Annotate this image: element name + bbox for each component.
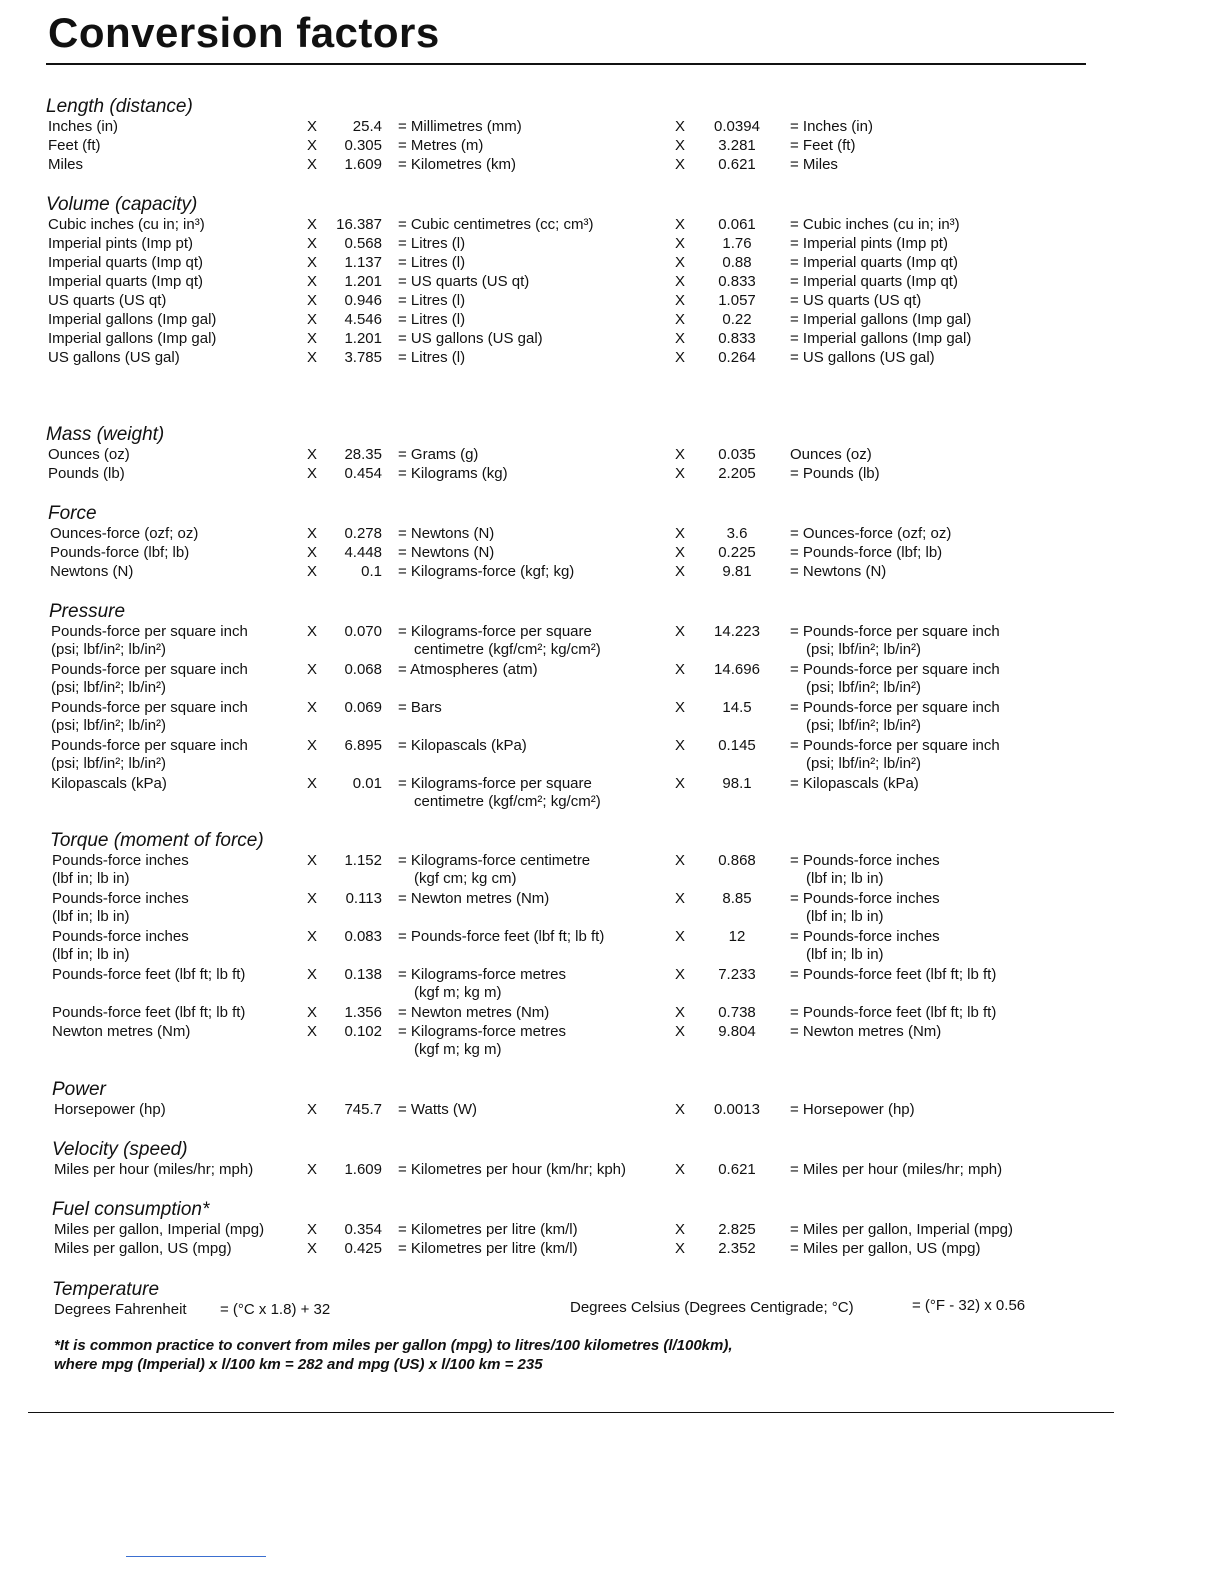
section-title-torque-moment-of-force: Torque (moment of force) [50,830,264,851]
inverse-factor-value: 1.76 [722,235,752,252]
section-title-length-distance: Length (distance) [46,96,193,117]
inverse-factor-value: 98.1 [722,775,752,792]
from-unit: Imperial quarts (Imp qt) [48,273,204,290]
inverse-to-unit: = Imperial quarts (Imp qt) [790,254,958,271]
inverse-to-unit: = Ounces-force (ozf; oz) [790,525,952,542]
multiply-sign: X [674,273,685,290]
from-unit: Ounces (oz) [48,446,130,463]
factor-value: 0.083 [344,928,382,945]
from-unit: Imperial gallons (Imp gal) [48,311,217,328]
inverse-factor-value: 14.696 [714,661,760,678]
factor-value: 0.1 [361,563,382,580]
from-unit: Newtons (N) [50,563,134,580]
inverse-factor-value: 9.804 [718,1023,756,1040]
multiply-sign: X [674,775,685,792]
inverse-to-unit: (lbf in; lb in) [806,946,884,963]
factor-value: 0.138 [344,966,382,983]
inverse-to-unit: = Pounds (lb) [790,465,880,482]
to-unit: = Litres (l) [398,254,466,271]
factor-value: 1.152 [344,852,382,869]
inverse-factor-value: 8.85 [722,890,752,907]
to-unit: = Metres (m) [398,137,484,154]
factor-value: 0.113 [345,890,382,907]
inverse-to-unit: = Miles per gallon, Imperial (mpg) [790,1221,1014,1238]
section-title-force: Force [48,503,97,524]
inverse-factor-value: 14.5 [722,699,752,716]
from-unit: Kilopascals (kPa) [51,775,167,792]
inverse-factor-value: 9.81 [722,563,752,580]
from-unit: Pounds-force (lbf; lb) [50,544,190,561]
factor-value: 0.01 [352,775,382,792]
inverse-to-unit: = Miles per hour (miles/hr; mph) [790,1161,1003,1178]
multiply-sign: X [306,330,317,347]
from-unit: US quarts (US qt) [48,292,167,309]
inverse-to-unit: = Kilopascals (kPa) [790,775,919,792]
to-unit: = Kilometres (km) [398,156,516,173]
inverse-to-unit: = Pounds-force per square inch [790,699,1000,716]
inverse-to-unit: = Imperial pints (Imp pt) [790,235,948,252]
to-unit: = Newtons (N) [398,544,495,561]
multiply-sign: X [306,216,317,233]
multiply-sign: X [674,1023,685,1040]
factor-value: 1.609 [344,1161,382,1178]
multiply-sign: X [306,156,317,173]
factor-value: 25.4 [352,118,382,135]
section-title-velocity-speed: Velocity (speed) [52,1139,188,1160]
to-unit: (kgf m; kg m) [414,1041,502,1058]
inverse-to-unit: (lbf in; lb in) [806,870,884,887]
inverse-factor-value: 0.264 [718,349,756,366]
inverse-to-unit: = Newtons (N) [790,563,887,580]
section-title-mass-weight: Mass (weight) [46,424,165,445]
factor-value: 1.356 [344,1004,382,1021]
multiply-sign: X [674,890,685,907]
inverse-factor-value: 0.0013 [714,1101,760,1118]
to-unit: = Cubic centimetres (cc; cm³) [398,216,594,233]
multiply-sign: X [306,775,317,792]
multiply-sign: X [306,1004,317,1021]
inverse-factor-value: 0.621 [718,156,756,173]
from-unit: Pounds-force feet (lbf ft; lb ft) [52,1004,246,1021]
multiply-sign: X [306,235,317,252]
inverse-factor-value: 3.6 [726,525,748,542]
temperature-fahrenheit-formula: = (°C x 1.8) + 32 [220,1301,331,1318]
multiply-sign: X [674,216,685,233]
inverse-factor-value: 2.352 [718,1240,756,1257]
multiply-sign: X [306,1161,317,1178]
multiply-sign: X [306,311,317,328]
inverse-to-unit: = Imperial gallons (Imp gal) [790,330,972,347]
multiply-sign: X [674,254,685,271]
multiply-sign: X [674,966,685,983]
to-unit: = Kilograms-force (kgf; kg) [398,563,575,580]
factor-value: 0.278 [344,525,382,542]
to-unit: = Newtons (N) [398,525,495,542]
from-unit: Inches (in) [48,118,119,135]
multiply-sign: X [674,235,685,252]
bottom-rule [28,1412,1114,1413]
section-title-fuel-consumption: Fuel consumption* [52,1199,210,1220]
multiply-sign: X [674,118,685,135]
multiply-sign: X [306,525,317,542]
temperature-fahrenheit-label: Degrees Fahrenheit [54,1301,187,1318]
factor-value: 0.454 [344,465,382,482]
footer-link-underline [126,1556,266,1557]
factor-value: 4.448 [344,544,382,561]
temperature-celsius-label: Degrees Celsius (Degrees Centigrade; °C) [570,1299,854,1316]
from-unit: Pounds-force inches [52,890,189,907]
inverse-factor-value: 0.061 [718,216,756,233]
inverse-factor-value: 3.281 [718,137,756,154]
inverse-to-unit: (psi; lbf/in²; lb/in²) [806,641,922,658]
inverse-factor-value: 0.225 [718,544,756,561]
inverse-factor-value: 0.145 [718,737,756,754]
factor-value: 0.305 [344,137,382,154]
inverse-to-unit: = Miles [790,156,838,173]
to-unit: = Bars [398,699,442,716]
to-unit: = Newton metres (Nm) [398,1004,550,1021]
to-unit: = Kilometres per litre (km/l) [398,1240,578,1257]
inverse-to-unit: = Pounds-force inches [790,890,940,907]
to-unit: = Kilograms (kg) [398,465,508,482]
inverse-to-unit: = Feet (ft) [790,137,856,154]
factor-value: 1.201 [344,273,382,290]
factor-value: 0.946 [344,292,382,309]
from-unit: Pounds-force inches [52,852,189,869]
to-unit: = Millimetres (mm) [398,118,522,135]
factor-value: 0.102 [344,1023,382,1040]
factor-value: 0.425 [344,1240,382,1257]
title-rule [46,63,1086,65]
multiply-sign: X [306,1101,317,1118]
to-unit: = Pounds-force feet (lbf ft; lb ft) [398,928,605,945]
to-unit: = Kilometres per litre (km/l) [398,1221,578,1238]
inverse-factor-value: 14.223 [714,623,760,640]
multiply-sign: X [674,737,685,754]
multiply-sign: X [674,156,685,173]
multiply-sign: X [674,1240,685,1257]
inverse-to-unit: Ounces (oz) [790,446,872,463]
multiply-sign: X [674,446,685,463]
from-unit: Ounces-force (ozf; oz) [50,525,199,542]
to-unit: = Atmospheres (atm) [398,661,538,678]
to-unit: = Kilograms-force centimetre [398,852,591,869]
multiply-sign: X [306,137,317,154]
factor-value: 16.387 [336,216,382,233]
multiply-sign: X [674,699,685,716]
multiply-sign: X [674,1101,685,1118]
multiply-sign: X [674,1004,685,1021]
multiply-sign: X [306,966,317,983]
to-unit: = US quarts (US qt) [398,273,530,290]
multiply-sign: X [674,1221,685,1238]
multiply-sign: X [674,349,685,366]
multiply-sign: X [674,661,685,678]
from-unit: Cubic inches (cu in; in³) [48,216,205,233]
from-unit: (psi; lbf/in²; lb/in²) [51,641,167,658]
inverse-to-unit: = Cubic inches (cu in; in³) [790,216,960,233]
inverse-to-unit: = Newton metres (Nm) [790,1023,942,1040]
inverse-to-unit: = Inches (in) [790,118,873,135]
page-title: Conversion factors [48,9,440,56]
multiply-sign: X [306,544,317,561]
inverse-factor-value: 7.233 [718,966,756,983]
to-unit: (kgf m; kg m) [414,984,502,1001]
inverse-factor-value: 0.738 [718,1004,756,1021]
multiply-sign: X [306,273,317,290]
to-unit: = Kilometres per hour (km/hr; kph) [398,1161,626,1178]
multiply-sign: X [674,623,685,640]
from-unit: Miles per gallon, Imperial (mpg) [54,1221,265,1238]
inverse-to-unit: = Pounds-force inches [790,852,940,869]
from-unit: Imperial gallons (Imp gal) [48,330,217,347]
to-unit: = Litres (l) [398,311,466,328]
inverse-factor-value: 0.621 [718,1161,756,1178]
from-unit: Feet (ft) [48,137,101,154]
to-unit: = Litres (l) [398,235,466,252]
multiply-sign: X [674,292,685,309]
from-unit: Miles per hour (miles/hr; mph) [54,1161,254,1178]
inverse-to-unit: = Imperial gallons (Imp gal) [790,311,972,328]
from-unit: Pounds-force per square inch [51,699,248,716]
inverse-factor-value: 2.825 [718,1221,756,1238]
multiply-sign: X [306,890,317,907]
multiply-sign: X [306,737,317,754]
factor-value: 745.7 [344,1101,382,1118]
inverse-to-unit: (psi; lbf/in²; lb/in²) [806,717,922,734]
inverse-to-unit: (psi; lbf/in²; lb/in²) [806,755,922,772]
multiply-sign: X [674,311,685,328]
inverse-factor-value: 1.057 [718,292,756,309]
inverse-factor-value: 0.833 [718,273,756,290]
factor-value: 0.068 [344,661,382,678]
inverse-to-unit: = Pounds-force per square inch [790,737,1000,754]
multiply-sign: X [306,661,317,678]
multiply-sign: X [306,699,317,716]
inverse-factor-value: 0.035 [718,446,756,463]
multiply-sign: X [306,446,317,463]
multiply-sign: X [306,852,317,869]
factor-value: 0.568 [344,235,382,252]
to-unit: = Grams (g) [398,446,479,463]
factor-value: 1.201 [344,330,382,347]
to-unit: = Kilograms-force metres [398,966,566,983]
multiply-sign: X [674,465,685,482]
from-unit: Horsepower (hp) [54,1101,166,1118]
to-unit: = Litres (l) [398,349,466,366]
multiply-sign: X [306,563,317,580]
to-unit: = Kilopascals (kPa) [398,737,527,754]
footnote [54,1336,733,1374]
to-unit: = Newton metres (Nm) [398,890,550,907]
inverse-factor-value: 0.868 [718,852,756,869]
to-unit: (kgf cm; kg cm) [414,870,517,887]
inverse-to-unit: = US gallons (US gal) [790,349,935,366]
to-unit: = Kilograms-force metres [398,1023,566,1040]
inverse-to-unit: = Pounds-force feet (lbf ft; lb ft) [790,1004,997,1021]
to-unit: = Kilograms-force per square [398,775,592,792]
from-unit: Pounds-force per square inch [51,661,248,678]
inverse-to-unit: = US quarts (US qt) [790,292,922,309]
from-unit: Imperial pints (Imp pt) [48,235,194,252]
factor-value: 3.785 [344,349,382,366]
section-title-pressure: Pressure [49,601,126,622]
temperature-celsius-formula: = (°F - 32) x 0.56 [912,1297,1026,1314]
inverse-to-unit: = Pounds-force per square inch [790,623,1000,640]
from-unit: Newton metres (Nm) [52,1023,191,1040]
from-unit: (psi; lbf/in²; lb/in²) [51,755,167,772]
inverse-to-unit: (psi; lbf/in²; lb/in²) [806,679,922,696]
from-unit: Miles [48,156,84,173]
multiply-sign: X [306,254,317,271]
from-unit: (lbf in; lb in) [52,870,130,887]
inverse-to-unit: = Horsepower (hp) [790,1101,915,1118]
section-title-power: Power [52,1079,106,1100]
from-unit: US gallons (US gal) [48,349,180,366]
inverse-to-unit: = Imperial quarts (Imp qt) [790,273,958,290]
multiply-sign: X [306,928,317,945]
footnote-line: where mpg (Imperial) x l/100 km = 282 and mpg (US) x l/100 km = 235 [54,1356,543,1373]
factor-value: 0.354 [344,1221,382,1238]
factor-value: 1.137 [344,254,382,271]
inverse-to-unit: = Miles per gallon, US (mpg) [790,1240,981,1257]
inverse-factor-value: 2.205 [718,465,756,482]
inverse-to-unit: (lbf in; lb in) [806,908,884,925]
multiply-sign: X [674,563,685,580]
footnote-line: *It is common practice to convert from miles per gallon (mpg) to litres/100 kilometres (l/100km), [54,1337,733,1354]
multiply-sign: X [674,525,685,542]
multiply-sign: X [306,465,317,482]
from-unit: (psi; lbf/in²; lb/in²) [51,679,167,696]
inverse-factor-value: 0.22 [722,311,752,328]
from-unit: Pounds-force inches [52,928,189,945]
to-unit: centimetre (kgf/cm²; kg/cm²) [414,793,601,810]
from-unit: Imperial quarts (Imp qt) [48,254,204,271]
factor-value: 0.069 [344,699,382,716]
multiply-sign: X [674,852,685,869]
from-unit: (lbf in; lb in) [52,946,130,963]
inverse-factor-value: 12 [728,928,746,945]
multiply-sign: X [674,928,685,945]
section-title-temperature: Temperature [52,1279,160,1300]
to-unit: = Watts (W) [398,1101,478,1118]
inverse-to-unit: = Pounds-force per square inch [790,661,1000,678]
multiply-sign: X [674,1161,685,1178]
from-unit: (lbf in; lb in) [52,908,130,925]
from-unit: Miles per gallon, US (mpg) [54,1240,232,1257]
to-unit: centimetre (kgf/cm²; kg/cm²) [414,641,601,658]
factor-value: 28.35 [344,446,382,463]
factor-value: 0.070 [344,623,382,640]
factor-value: 4.546 [344,311,382,328]
to-unit: = Kilograms-force per square [398,623,592,640]
inverse-factor-value: 0.833 [718,330,756,347]
multiply-sign: X [674,137,685,154]
to-unit: = US gallons (US gal) [398,330,543,347]
inverse-factor-value: 0.0394 [714,118,760,135]
multiply-sign: X [306,1221,317,1238]
inverse-to-unit: = Pounds-force feet (lbf ft; lb ft) [790,966,997,983]
to-unit: = Litres (l) [398,292,466,309]
multiply-sign: X [674,330,685,347]
from-unit: Pounds-force feet (lbf ft; lb ft) [52,966,246,983]
multiply-sign: X [306,1023,317,1040]
from-unit: (psi; lbf/in²; lb/in²) [51,717,167,734]
inverse-to-unit: = Pounds-force inches [790,928,940,945]
multiply-sign: X [306,623,317,640]
section-title-volume-capacity: Volume (capacity) [46,194,198,215]
multiply-sign: X [306,118,317,135]
from-unit: Pounds (lb) [48,465,125,482]
from-unit: Pounds-force per square inch [51,737,248,754]
inverse-to-unit: = Pounds-force (lbf; lb) [790,544,943,561]
multiply-sign: X [674,544,685,561]
multiply-sign: X [306,349,317,366]
from-unit: Pounds-force per square inch [51,623,248,640]
factor-value: 1.609 [344,156,382,173]
multiply-sign: X [306,292,317,309]
inverse-factor-value: 0.88 [722,254,752,271]
factor-value: 6.895 [344,737,382,754]
multiply-sign: X [306,1240,317,1257]
